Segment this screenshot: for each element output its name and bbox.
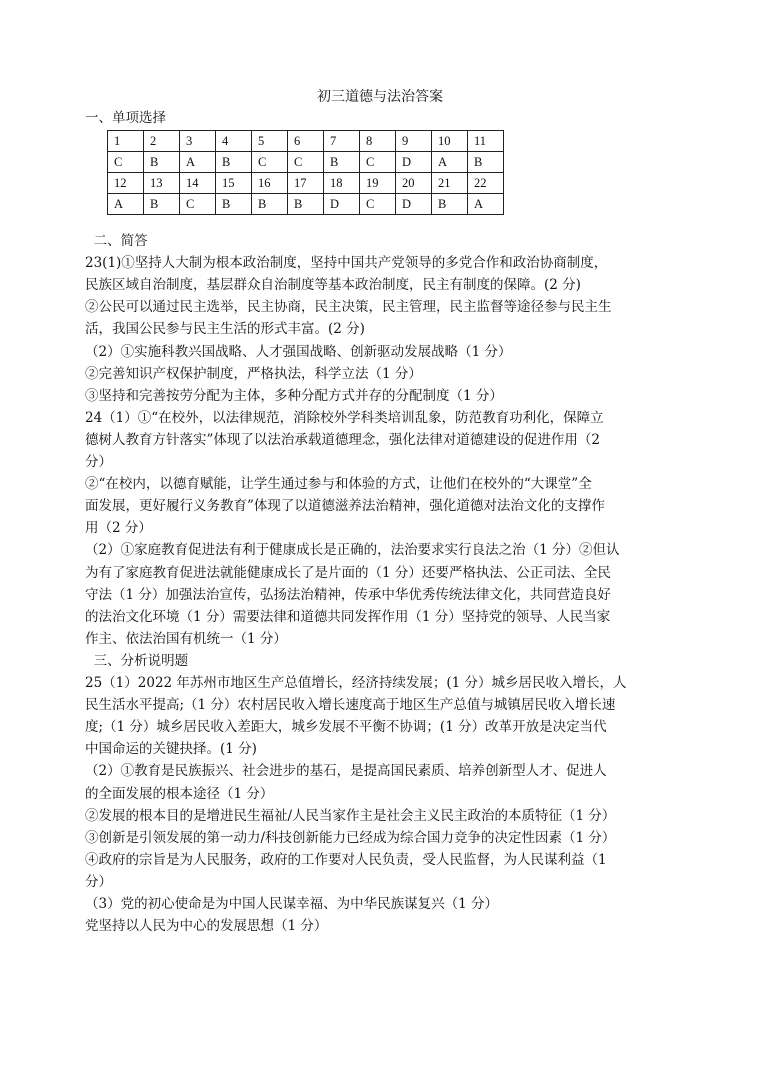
- answer-cell: C: [108, 152, 144, 173]
- text-line: 分）: [85, 873, 112, 890]
- text-line: 德树人教育方针落实”体现了以法治承载道德理念，强化法律对道德建设的促进作用（2: [85, 431, 600, 448]
- text-line: ②“在校内，以德育赋能，让学生通过参与和体验的方式，让他们在校外的“大课堂”全: [85, 476, 592, 493]
- question-number-cell: 3: [180, 131, 216, 152]
- page-title: 初三道德与法治答案: [317, 89, 443, 105]
- question-number-cell: 21: [432, 173, 468, 194]
- text-line: 24（1）①“在校外，以法律规范，消除校外学科类培训乱象，防范教育功利化，保障立: [85, 409, 604, 426]
- text-line: 民生活水平提高;（1 分）农村居民收入增长速度高于地区生产总值与城镇居民收入增长速: [85, 697, 616, 714]
- answer-cell: D: [324, 194, 360, 215]
- question-number-cell: 15: [216, 173, 252, 194]
- text-line: 的法治文化环境（1 分）需要法律和道德共同发挥作用（1 分）坚持党的领导、人民当家: [85, 608, 611, 625]
- question-number-cell: 1: [108, 131, 144, 152]
- question-number-cell: 8: [360, 131, 396, 152]
- text-line: 为有了家庭教育促进法就能健康成长了是片面的（1 分）还要严格执法、公正司法、全民: [85, 564, 611, 581]
- question-number-cell: 20: [396, 173, 432, 194]
- answer-cell: B: [324, 152, 360, 173]
- text-line: 25（1）2022 年苏州市地区生产总值增长，经济持续发展；(1 分）城乡居民收入增长，人: [85, 675, 627, 691]
- question-number-cell: 14: [180, 173, 216, 194]
- answer-cell: B: [144, 152, 180, 173]
- answer-cell: B: [468, 152, 504, 173]
- section-heading-single-choice: 一、单项选择: [85, 110, 166, 126]
- table-row: [108, 131, 504, 152]
- text-line: （2）①教育是民族振兴、社会进步的基石，是提高国民素质、培养创新型人才、促进人: [85, 763, 607, 780]
- question-number-cell: 18: [324, 173, 360, 194]
- question-number-cell: 17: [288, 173, 324, 194]
- answer-cell: C: [180, 194, 216, 215]
- question-number-cell: 11: [468, 131, 504, 152]
- text-line: 民族区域自治制度，基层群众自治制度等基本政治制度，民主有制度的保障。(2 分): [85, 277, 581, 294]
- text-line: 用（2 分）: [85, 520, 152, 537]
- question-number-cell: 2: [144, 131, 180, 152]
- text-line: 守法（1 分）加强法治宣传，弘扬法治精神，传承中华优秀传统法律文化，共同营造良好: [85, 586, 611, 603]
- question-number-cell: 10: [432, 131, 468, 152]
- question-number-cell: 4: [216, 131, 252, 152]
- question-number-cell: 5: [252, 131, 288, 152]
- text-line: 度;（1 分）城乡居民收入差距大，城乡发展不平衡不协调；(1 分）改革开放是决定当代: [85, 719, 607, 736]
- text-line: 作主、依法治国有机统一（1 分）: [85, 630, 287, 647]
- text-line: ②完善知识产权保护制度，严格执法，科学立法（1 分）: [85, 365, 422, 382]
- text-line: 中国命运的关键抉择。(1 分): [85, 741, 257, 758]
- text-line: 23(1)①坚持人大制为根本政治制度，坚持中国共产党领导的多党合作和政治协商制度，: [85, 255, 608, 272]
- answer-cell: D: [396, 194, 432, 215]
- answer-cell: B: [288, 194, 324, 215]
- answer-cell: C: [360, 152, 396, 173]
- table-row: [108, 194, 504, 215]
- answer-cell: B: [144, 194, 180, 215]
- answer-table: [107, 130, 504, 215]
- question-number-cell: 22: [468, 173, 504, 194]
- answer-cell: A: [432, 152, 468, 173]
- text-line: （3）党的初心使命是为中国人民谋幸福、为中华民族谋复兴（1 分）: [85, 896, 498, 912]
- text-line: （2）①实施科教兴国战略、人才强国战略、创新驱动发展战略（1 分）: [85, 343, 512, 360]
- answer-cell: B: [216, 194, 252, 215]
- text-line: 二、简答: [85, 233, 148, 249]
- answer-cell: D: [396, 152, 432, 173]
- text-line: 党坚持以人民为中心的发展思想（1 分）: [85, 918, 328, 935]
- text-line: ②公民可以通过民主选举，民主协商，民主决策，民主管理，民主监督等途径参与民主生: [85, 299, 612, 316]
- answer-cell: C: [288, 152, 324, 173]
- text-line: 活，我国公民参与民主生活的形式丰富。(2 分): [85, 321, 365, 338]
- text-line: （2）①家庭教育促进法有利于健康成长是正确的，法治要求实行良法之治（1 分）②但认: [85, 542, 620, 559]
- answer-cell: B: [216, 152, 252, 173]
- text-line: ③创新是引领发展的第一动力/科技创新能力已经成为综合国力竞争的决定性因素（1 分）: [85, 829, 616, 846]
- answer-cell: A: [180, 152, 216, 173]
- question-number-cell: 6: [288, 131, 324, 152]
- text-line: ④政府的宗旨是为人民服务，政府的工作要对人民负责，受人民监督，为人民谋利益（1: [85, 851, 607, 868]
- text-line: 面发展，更好履行义务教育”体现了以道德滋养法治精神，强化道德对法治文化的支撑作: [85, 498, 605, 515]
- answer-cell: B: [432, 194, 468, 215]
- text-line: 分）: [85, 454, 112, 470]
- answer-cell: C: [360, 194, 396, 215]
- answer-cell: C: [252, 152, 288, 173]
- answer-cell: B: [252, 194, 288, 215]
- text-line: 的全面发展的根本途径（1 分）: [85, 785, 274, 802]
- answer-cell: A: [468, 194, 504, 215]
- answer-cell: A: [108, 194, 144, 215]
- question-number-cell: 19: [360, 173, 396, 194]
- text-line: 三、分析说明题: [85, 652, 189, 669]
- question-number-cell: 7: [324, 131, 360, 152]
- question-number-cell: 13: [144, 173, 180, 194]
- question-number-cell: 16: [252, 173, 288, 194]
- question-number-cell: 12: [108, 173, 144, 194]
- question-number-cell: 9: [396, 131, 432, 152]
- text-line: ③坚持和完善按劳分配为主体，多种分配方式并存的分配制度（1 分）: [85, 387, 503, 404]
- table-row: [108, 152, 504, 173]
- text-line: ②发展的根本目的是增进民生福祉/人民当家作主是社会主义民主政治的本质特征（1 分）: [85, 807, 616, 824]
- table-row: [108, 173, 504, 194]
